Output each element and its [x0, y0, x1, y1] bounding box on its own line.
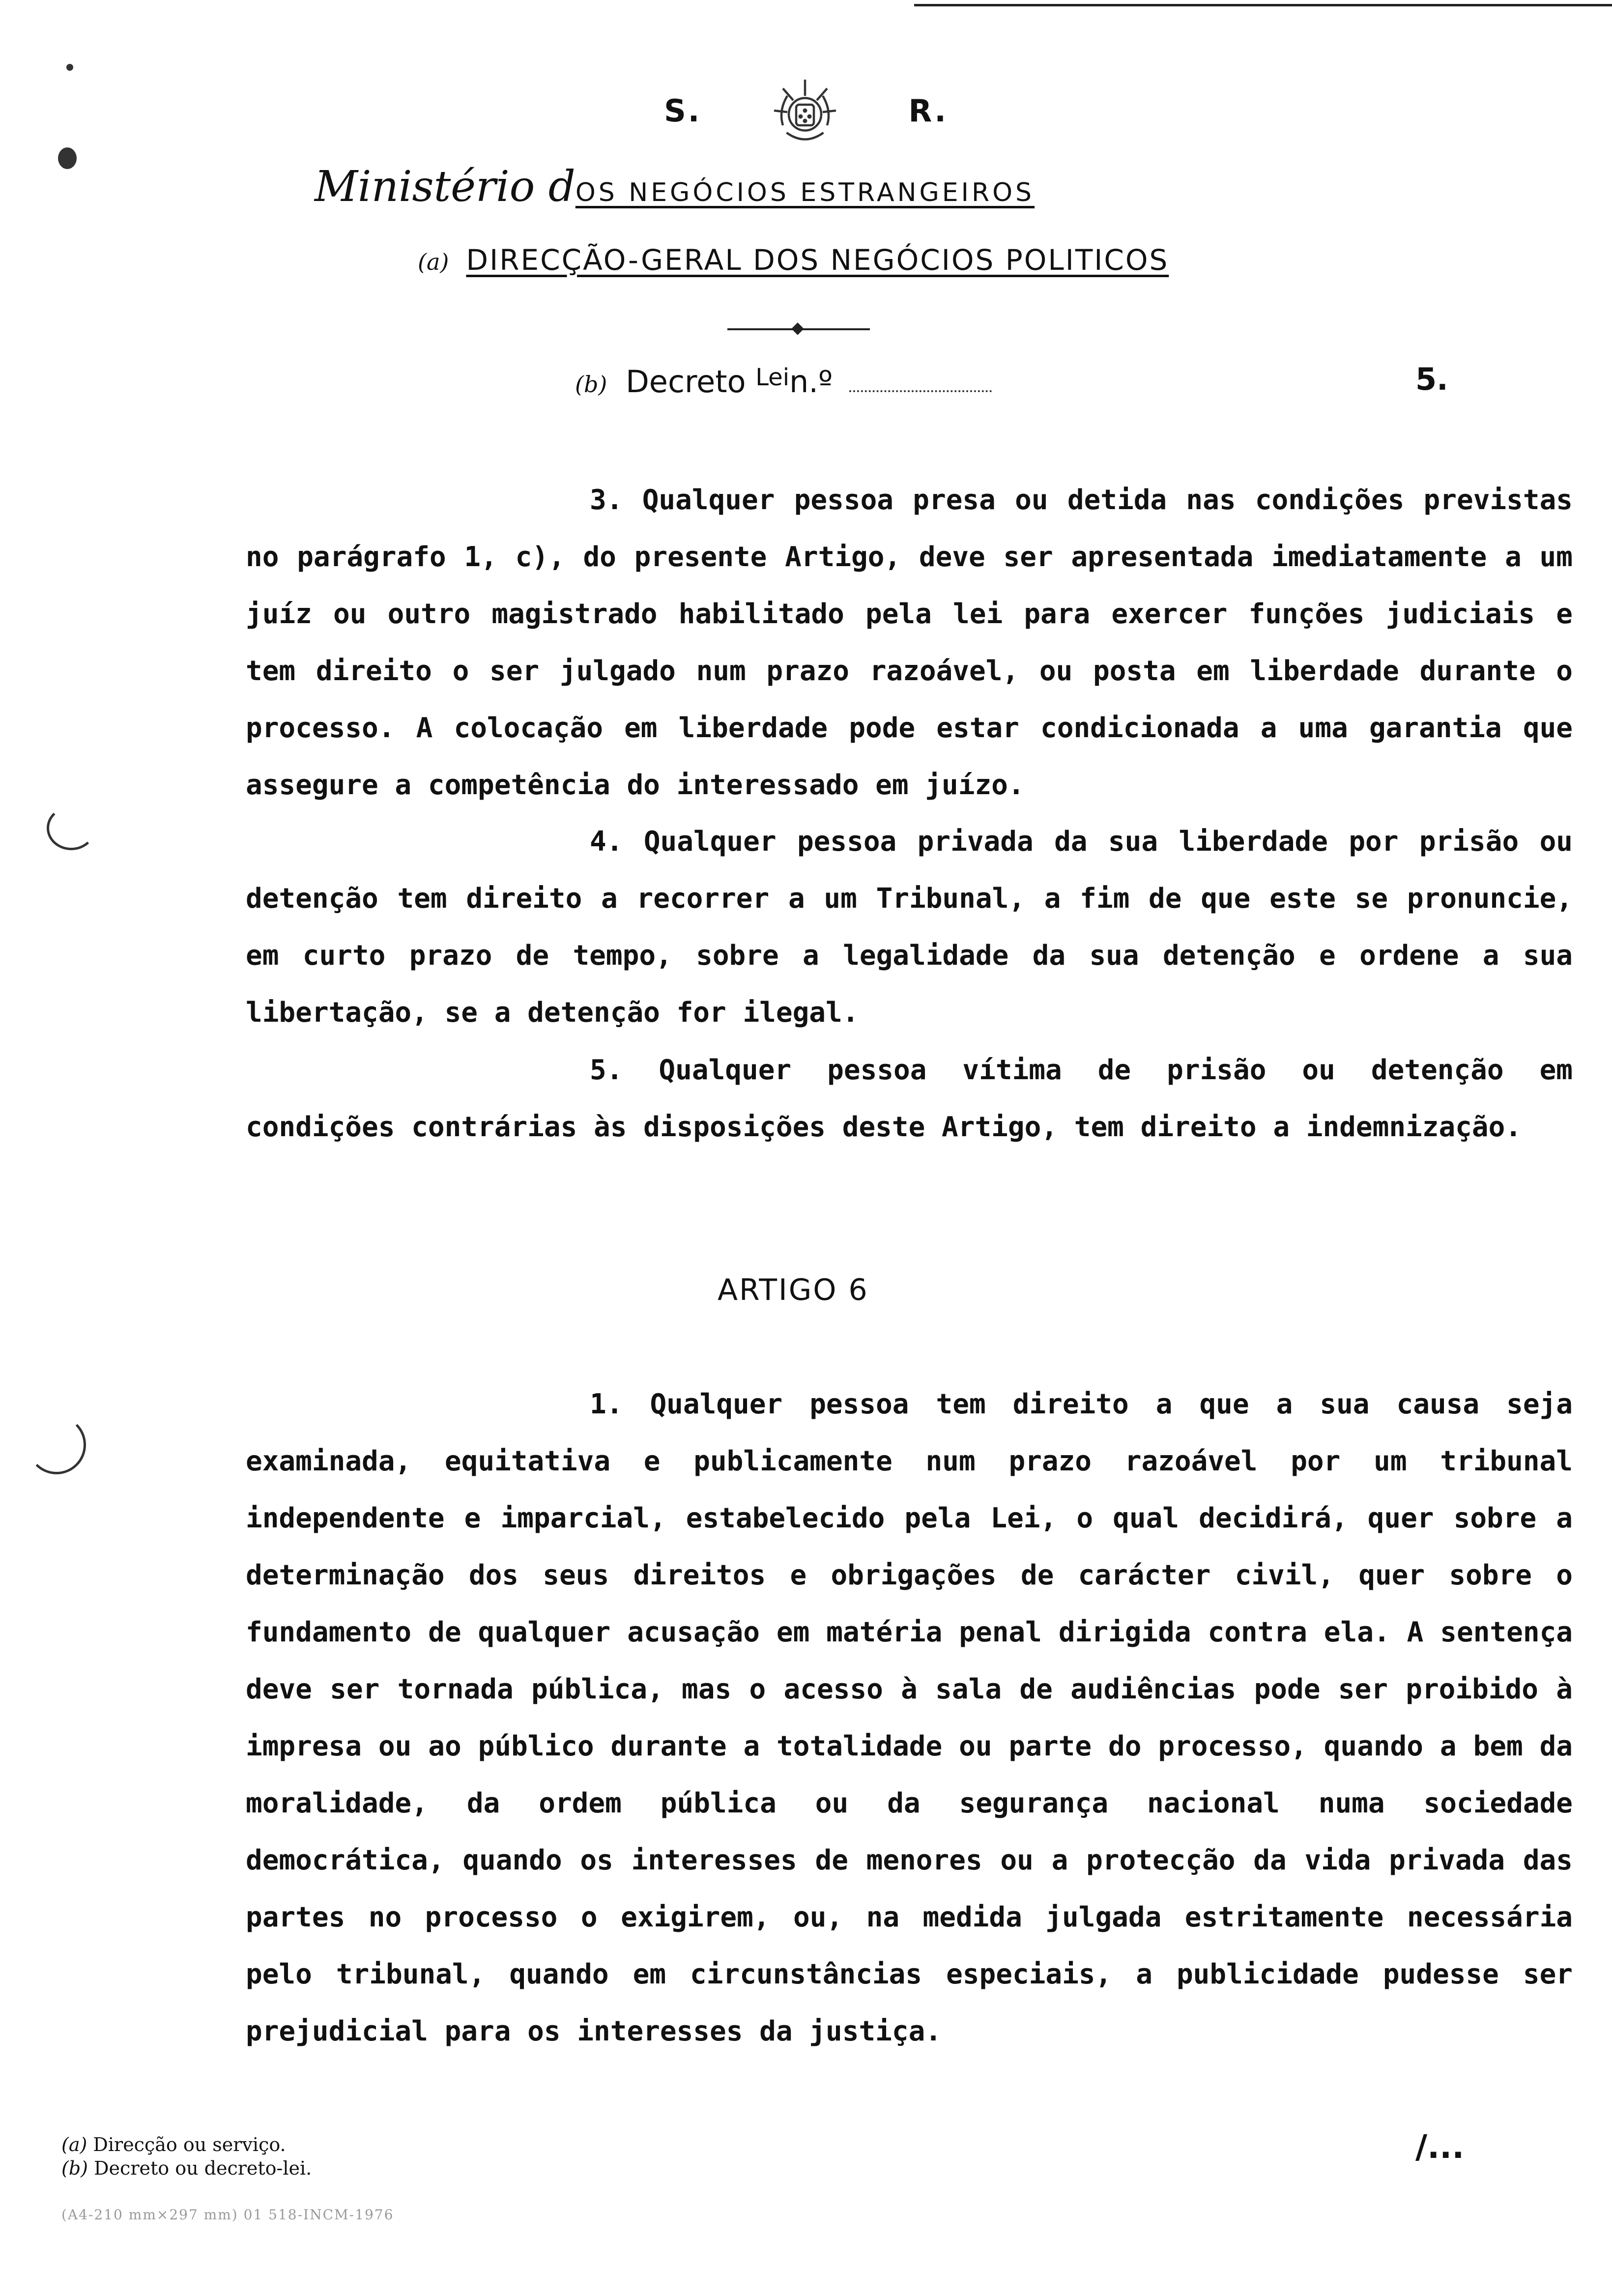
ministry-name: OS NEGÓCIOS ESTRANGEIROS: [575, 178, 1035, 207]
direccao-marker: (a): [418, 249, 449, 275]
continuation-mark: /...: [1415, 2128, 1465, 2166]
footnotes: [61, 2133, 312, 2180]
footnote-a-text: Direcção ou serviço.: [93, 2134, 286, 2155]
ministry-line: [315, 162, 1297, 211]
header-left-letter: S.: [664, 92, 702, 129]
republic-header: [0, 74, 1612, 147]
decreto-marker: (b): [575, 371, 607, 398]
page-number: 5.: [1415, 361, 1448, 397]
article-heading: ARTIGO 6: [718, 1273, 869, 1307]
decreto-number-label: n.º: [789, 364, 833, 400]
decreto-line: [575, 364, 992, 400]
decreto-label: Decreto: [626, 364, 746, 400]
top-edge-line: [914, 4, 1612, 6]
article-6-paragraph-1: 1. Qualquer pessoa tem direito a que a sua causa seja examinada, equitativa e publicamente num prazo razoável por um tribunal independente e imparcial, estabelecido pela Lei, o qual decidirá, quer sobre a determinação dos seus direitos e obrigações de carácter civil, quer sobre o fundamento de qualquer acusação em matéria penal dirigida contra ela. A sentença deve ser tornada pública, mas o acesso à sala de audiências pode ser proibido à impresa ou ao público durante a totalidade ou parte do processo, quando a bem da moralidade, da ordem pública ou da segurança nacional numa sociedade democrática, quando os interesses de menores ou a protecção da vida privada das partes no processo o exigirem, ou, na medida julgada estritamente necessária pelo tribunal, quando em circunstâncias especiais, a publicidade pudesse ser prejudicial para os interesses da justiça.: [246, 1388, 1573, 2047]
margin-scribble: [47, 806, 96, 850]
direccao-line: [418, 243, 1169, 277]
decreto-number-blank: [849, 390, 992, 392]
paragraph-5: 5. Qualquer pessoa vítima de prisão ou detenção em condições contrárias às disposições deste Artigo, tem direito a indemnização.: [246, 1054, 1573, 1143]
header-right-letter: R.: [908, 92, 948, 129]
decreto-handwritten: Lei: [755, 364, 790, 391]
margin-scribble: [27, 1415, 86, 1474]
footnote-a: [61, 2133, 312, 2156]
footnote-b-marker: (b): [61, 2157, 88, 2179]
ministry-script: Ministério d: [315, 162, 576, 211]
footnote-b-text: Decreto ou decreto-lei.: [94, 2157, 312, 2179]
print-code: (A4-210 mm×297 mm) 01 518-INCM-1976: [61, 2207, 394, 2223]
footnote-b: [61, 2156, 312, 2180]
margin-blot: [58, 147, 77, 169]
footnote-a-marker: (a): [61, 2134, 87, 2155]
margin-speck: [66, 64, 73, 71]
coat-of-arms-emblem: [768, 74, 842, 147]
direccao-text: DIRECÇÃO-GERAL DOS NEGÓCIOS POLITICOS: [466, 243, 1169, 277]
paragraph-3: 3. Qualquer pessoa presa ou detida nas condições previstas no parágrafo 1, c), do presente Artigo, deve ser apresentada imediatamente a um juíz ou outro magistrado habilitado pela lei para exercer funções judiciais e tem direito o ser julgado num prazo razoável, ou posta em liberdade durante o processo. A colocação em liberdade pode estar condicionada a uma garantia que assegure a competência do interessado em juízo.: [246, 484, 1573, 801]
paragraph-4: 4. Qualquer pessoa privada da sua liberdade por prisão ou detenção tem direito a recorrer a um Tribunal, a fim de que este se pronuncie, em curto prazo de tempo, sobre a legalidade da sua detenção e ordene a sua libertação, se a detenção for ilegal.: [246, 826, 1573, 1029]
divider-diamond: [791, 322, 804, 335]
